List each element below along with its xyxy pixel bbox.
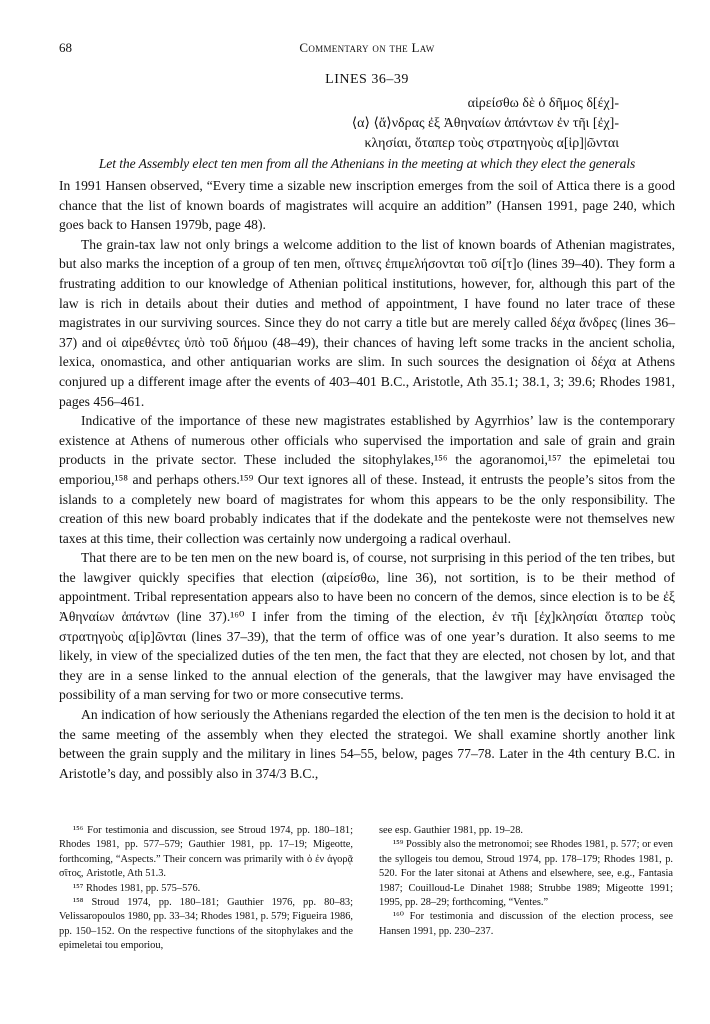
paragraph: That there are to be ten men on the new board is, of course, not surprising in this period of the ten tribes, but the lawgiver quickly specifies that election (αἱρείσθω, line 36), not sortition, is to be their method of appointment. Tribal representation appears also to have been no concern of the demos, since election is to be ἐξ Ἀθηναίων ἁπάντων (line 37).¹⁶⁰ I infer from the timing of the election, ἐν τῆι [ἐχ]κλησίαι ὅταπερ τοὺς στρατηγοὺς α[ἱρ]ῶνται (lines 37–39), that the term of office was of one year’s duration. It also seems to me likely, in view of the specialized duties of the ten men, the fact that they are elected, not chosen by lot, and that they are in a sense linked to the annual election of the generals, that the lawgiver may have envisaged the possibility of a man serving for two or more consecutive terms. (59, 550, 675, 703)
footnote: ¹⁵⁶ For testimonia and discussion, see Stroud 1974, pp. 180–181; Rhodes 1981, pp. 577–579; Gauthier 1981, pp. 17–19; Migeotte, forthcoming, “Aspects.” Their concern was primarily with ὁ ἐν ἀγορᾷ σῖτος, Aristotle, Ath 51.3. (59, 825, 353, 880)
footnote-continuation: see esp. Gauthier 1981, pp. 19–28. (379, 825, 523, 836)
running-header (59, 40, 675, 58)
translation: Let the Assembly elect ten men from all the Athenians in the meeting at which they elect the generals (98, 156, 636, 171)
footnote: ¹⁵⁷ Rhodes 1981, pp. 575–576. (73, 882, 201, 894)
paragraph: In 1991 Hansen observed, “Every time a sizable new inscription emerges from the soil of Attica there is a good chance that the list of known boards of magistrates will acquire an addition” (Hansen 1991, page 240, which goes back to Hansen 1979b, page 48). (59, 178, 675, 233)
paragraph: An indication of how seriously the Athenians regarded the election of the ten men is the decision to hold it at the same meeting of the assembly when they elected the strategoi. We shall examine shortly another link between the grain supply and the military in lines 54–55, below, pages 77–78. Later in the 4th century B.C. in Aristotle’s day, and possibly also in 374/3 B.C., (59, 707, 675, 781)
footnote: ¹⁵⁹ Possibly also the metronomoi; see Rhodes 1981, p. 577; or even the syllogeis tou demou, Stroud 1974, pp. 178–179; Rhodes 1981, p. 520. For the later sitonai at Athens and elsewhere, see, e.g., Fantasia 1987; Couilloud-Le Dinahet 1988; Strubbe 1989; Migeotte 1991; 1995, pp. 28–29; forthcoming, “Ventes.” (379, 839, 673, 909)
footnotes-right-column (379, 824, 673, 939)
section-title: LINES 36–39 (325, 72, 409, 87)
greek-line: ⟨α⟩ ⟨ἄ⟩νδρας ἐξ Ἀθηναίων ἁπάντων ἐν τῆι [ἐχ]- (351, 116, 619, 131)
greek-line: κλησίαι, ὅταπερ τοὺς στρατηγοὺς α[ἱρ]|ῶνται (364, 136, 619, 151)
running-title: Commentary on the Law (299, 40, 435, 55)
page-number: 68 (59, 40, 72, 55)
paragraph: The grain-tax law not only brings a welcome addition to the list of known boards of Athenian magistrates, but also marks the inception of a group of ten men, οἵτινες ἐπιμελήσονται τοῦ σί[τ]ο (lines 39–40). They form a frustrating addition to our knowledge of Athenian political institutions, however, for, although this part of the law is rich in details about their duties and method of appointment, I have found no later trace of these magistrates in our surviving sources. Since they do not carry a title but are merely called δέχα ἄνδρες (lines 36–37) and οἱ αἱρεθέντες ὑπὸ τοῦ δήμου (48–49), their chances of having left some tracks in the ancient scholia, lexica, onomastica, and other antiquarian works are slim. In such sources the designation οἱ δέχα at Athens conjured up a different image after the events of 403–401 B.C., Aristotle, Ath 35.1; 38.1, 3; 39.6; Rhodes 1981, pages 456–461. (59, 236, 675, 409)
footnote: ¹⁶⁰ For testimonia and discussion of the election process, see Hansen 1991, pp. 230–237. (379, 911, 673, 937)
greek-line: αἱρείσθω δὲ ὁ δῆμος δ[έχ]- (467, 96, 619, 111)
paragraph: Indicative of the importance of these new magistrates established by Agyrrhios’ law is the contemporary existence at Athens of numerous other officials who supervised the importation and sale of grain and grain products in the private sector. These included the sitophylakes,¹⁵⁶ the agoranomoi,¹⁵⁷ the epimeletai tou emporiou,¹⁵⁸ and perhaps others.¹⁵⁹ Our text ignores all of these. Instead, it entrusts the people’s sitos from the islands to a completely new board of magistrates for whom this appears to be the only responsibility. The creation of this new board probably indicates that if the dodekate and the pentekoste were not themselves new taxes at this time, their collection was certainly now undergoing a radical overhaul. (59, 413, 675, 546)
footnotes-left-column (59, 824, 353, 954)
body-text (59, 176, 675, 783)
footnote: ¹⁵⁸ Stroud 1974, pp. 180–181; Gauthier 1976, pp. 80–83; Velissaropoulos 1980, pp. 33–34; Rhodes 1981, p. 579; Figueira 1986, pp. 150–152. On the respective functions of the sitophylakes and the epimeletai tou emporiou, (59, 897, 353, 952)
greek-text-block (59, 94, 675, 154)
page (59, 40, 675, 783)
